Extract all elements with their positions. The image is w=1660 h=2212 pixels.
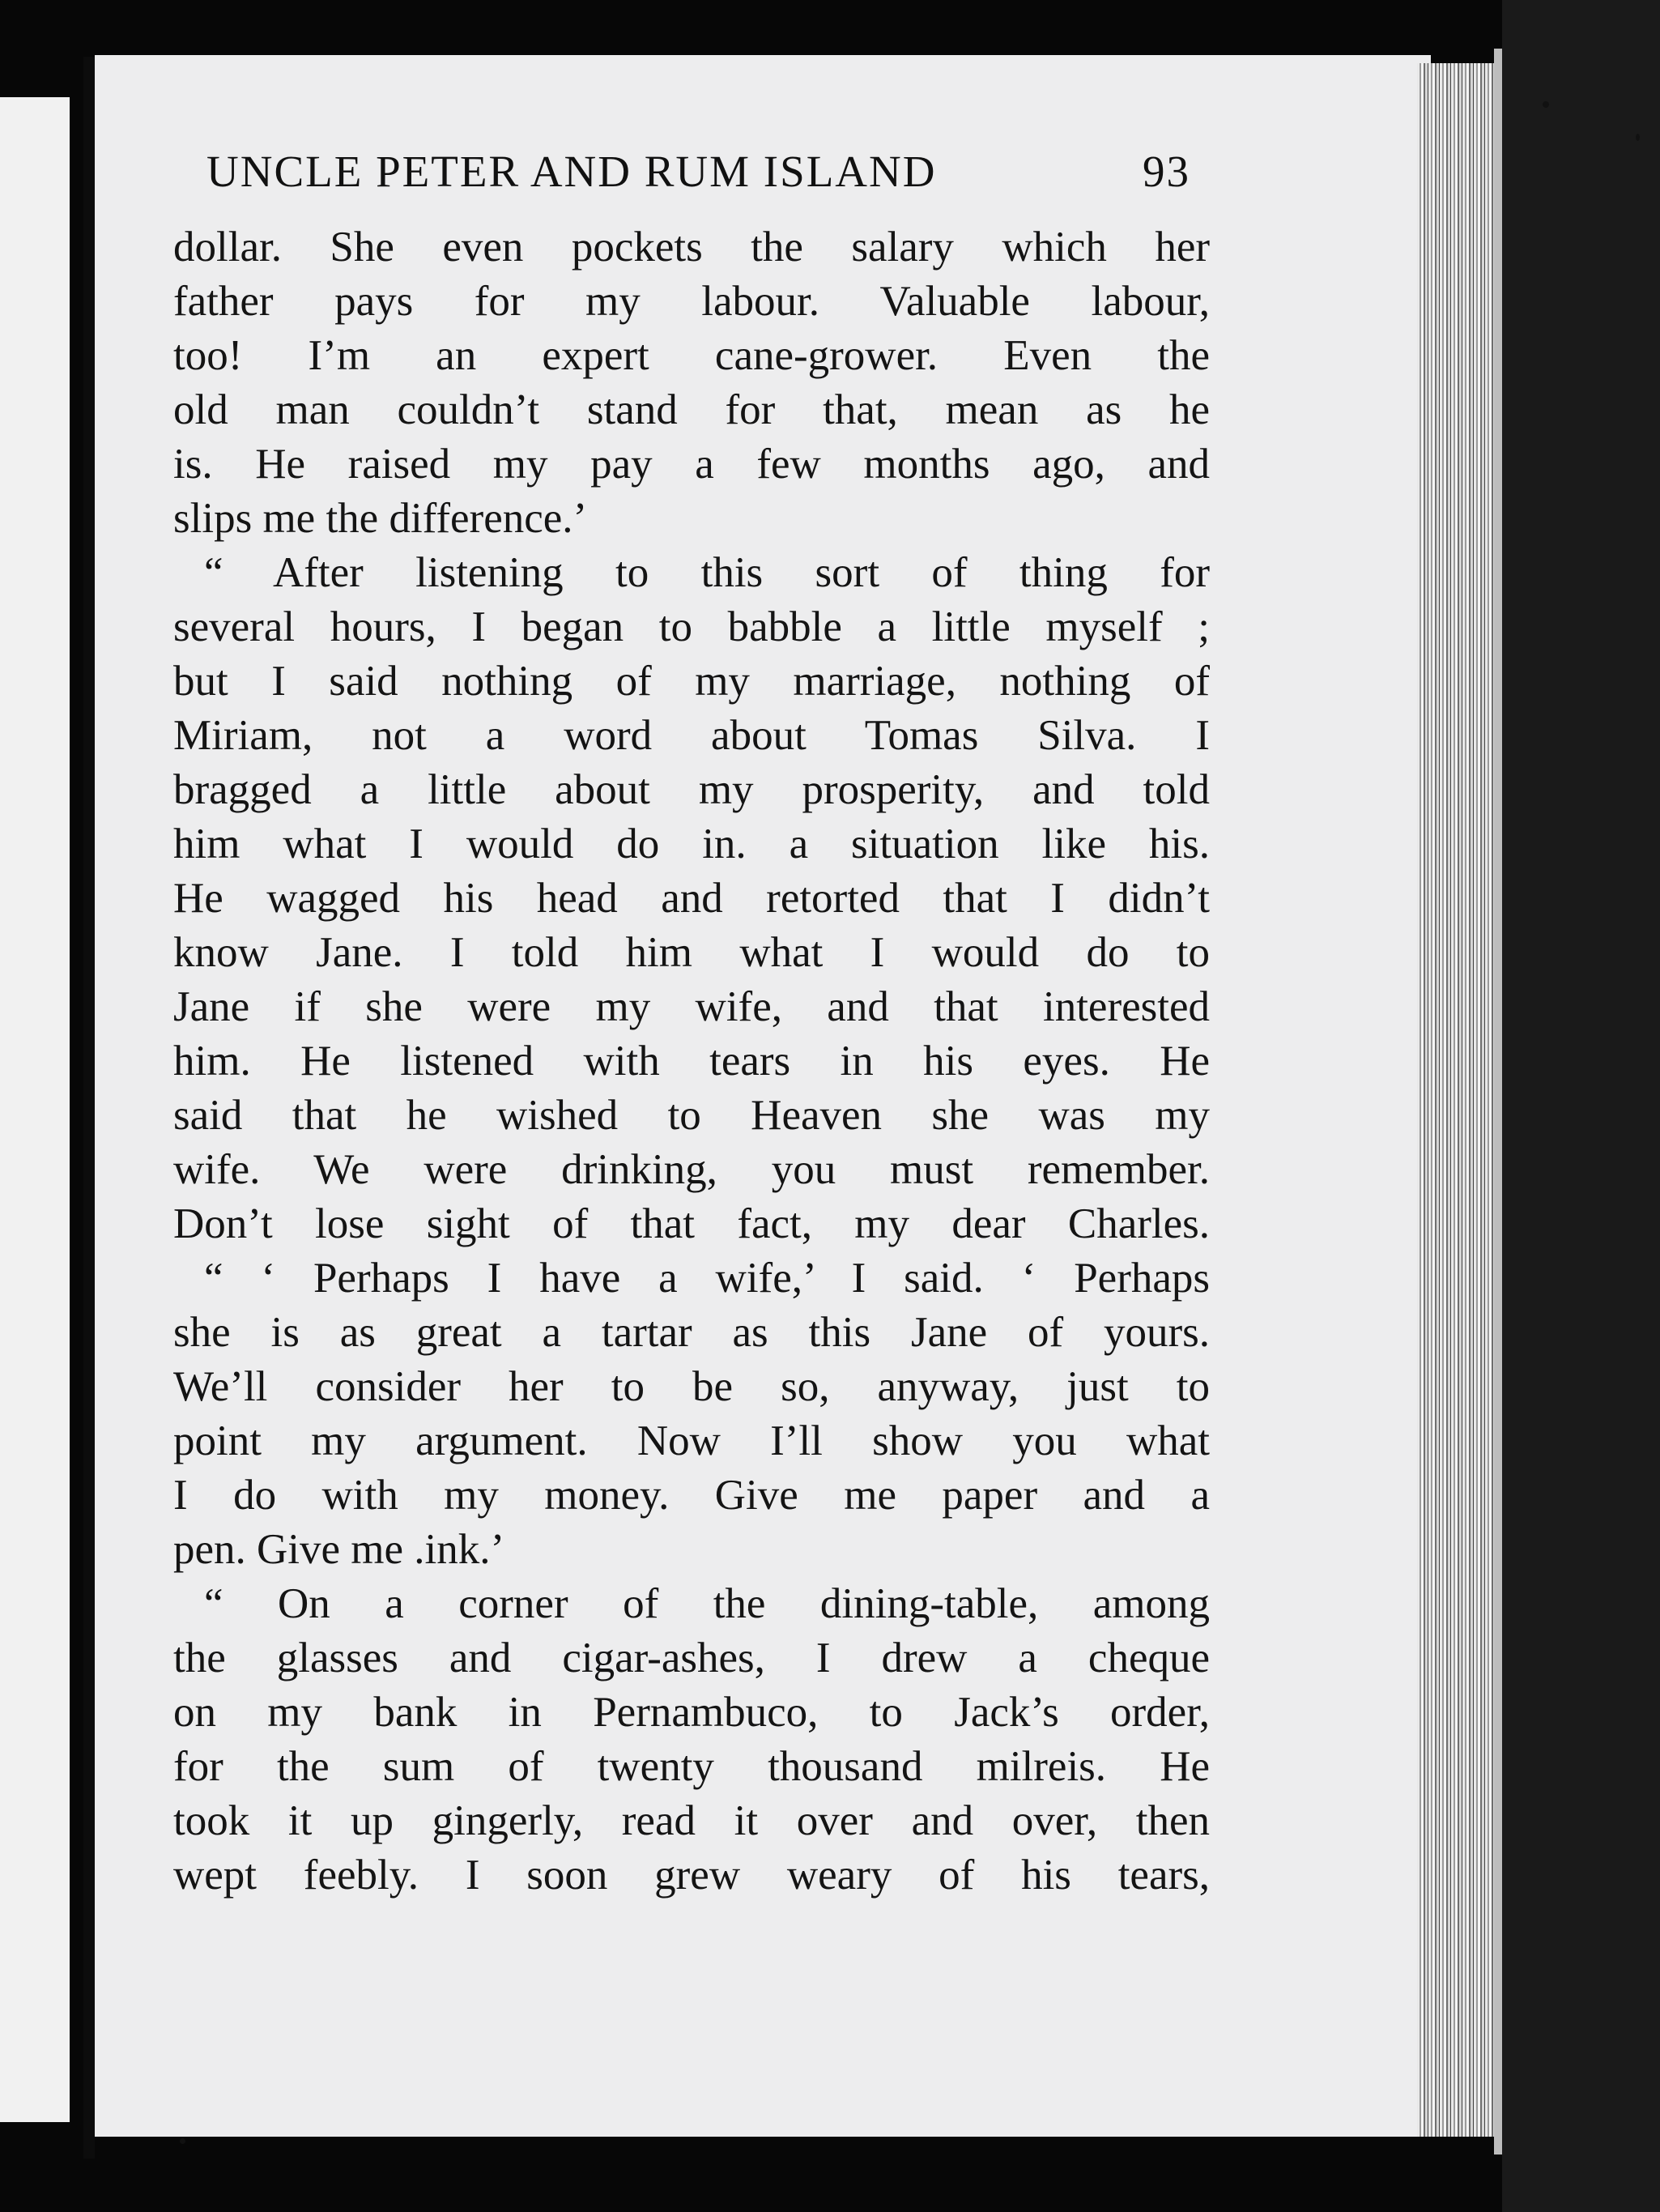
text-line: said that he wished to Heaven she was my: [173, 1092, 1210, 1139]
text-line: wife. We were drinking, you must remember.: [173, 1146, 1210, 1193]
gutter-shadow: [83, 57, 95, 2159]
text-line: wept feebly. I soon grew weary of his tears,: [173, 1852, 1210, 1899]
text-line: took it up gingerly, read it over and over, then: [173, 1797, 1210, 1844]
page-number: 93: [1143, 147, 1190, 196]
text-line: but I said nothing of my marriage, nothing of: [173, 658, 1210, 705]
text-line: him what I would do in. a situation like his.: [173, 820, 1210, 867]
scan-speck: [180, 2138, 185, 2144]
text-line: for the sum of twenty thousand milreis. He: [173, 1743, 1210, 1790]
text-line: He wagged his head and retorted that I didn’t: [173, 875, 1210, 922]
text-line: Miriam, not a word about Tomas Silva. I: [173, 712, 1210, 759]
text-line: several hours, I began to babble a little myself ;: [173, 603, 1210, 650]
text-line: the glasses and cigar-ashes, I drew a cheque: [173, 1634, 1210, 1681]
facing-page-edge: [0, 97, 70, 2122]
text-line: pen. Give me .ink.’: [173, 1526, 505, 1573]
scan-speck: [1636, 134, 1640, 141]
text-line: is. He raised my pay a few months ago, and: [173, 441, 1210, 488]
text-line: old man couldn’t stand for that, mean as he: [173, 386, 1210, 433]
text-line: point my argument. Now I’ll show you what: [173, 1417, 1210, 1464]
text-line: “ ‘ Perhaps I have a wife,’ I said. ‘ Perhaps: [204, 1255, 1210, 1302]
text-line: too! I’m an expert cane-grower. Even the: [173, 332, 1210, 379]
scan-speck: [1543, 101, 1549, 108]
text-line: bragged a little about my prosperity, and told: [173, 766, 1210, 813]
text-line: him. He listened with tears in his eyes. He: [173, 1038, 1210, 1085]
text-line: “ On a corner of the dining-table, among: [204, 1580, 1210, 1627]
text-line: dollar. She even pockets the salary which her: [173, 224, 1210, 271]
text-line: Jane if she were my wife, and that interested: [173, 983, 1210, 1030]
running-head-title: UNCLE PETER AND RUM ISLAND: [206, 147, 937, 196]
book-cover: [1502, 0, 1660, 2212]
text-line: Don’t lose sight of that fact, my dear Charles.: [173, 1200, 1210, 1247]
cover-edge: [1494, 49, 1502, 2154]
page-block-edges: [1417, 63, 1494, 2137]
text-line: know Jane. I told him what I would do to: [173, 929, 1210, 976]
text-line: father pays for my labour. Valuable labour,: [173, 278, 1210, 325]
text-line: on my bank in Pernambuco, to Jack’s order,: [173, 1689, 1210, 1736]
text-line: We’ll consider her to be so, anyway, just to: [173, 1363, 1210, 1410]
text-line: “ After listening to this sort of thing for: [204, 549, 1210, 596]
text-line: slips me the difference.’: [173, 495, 588, 542]
text-line: I do with my money. Give me paper and a: [173, 1472, 1210, 1519]
running-head: [206, 146, 1190, 197]
body-text: [173, 220, 1210, 1903]
text-line: she is as great a tartar as this Jane of yours.: [173, 1309, 1210, 1356]
